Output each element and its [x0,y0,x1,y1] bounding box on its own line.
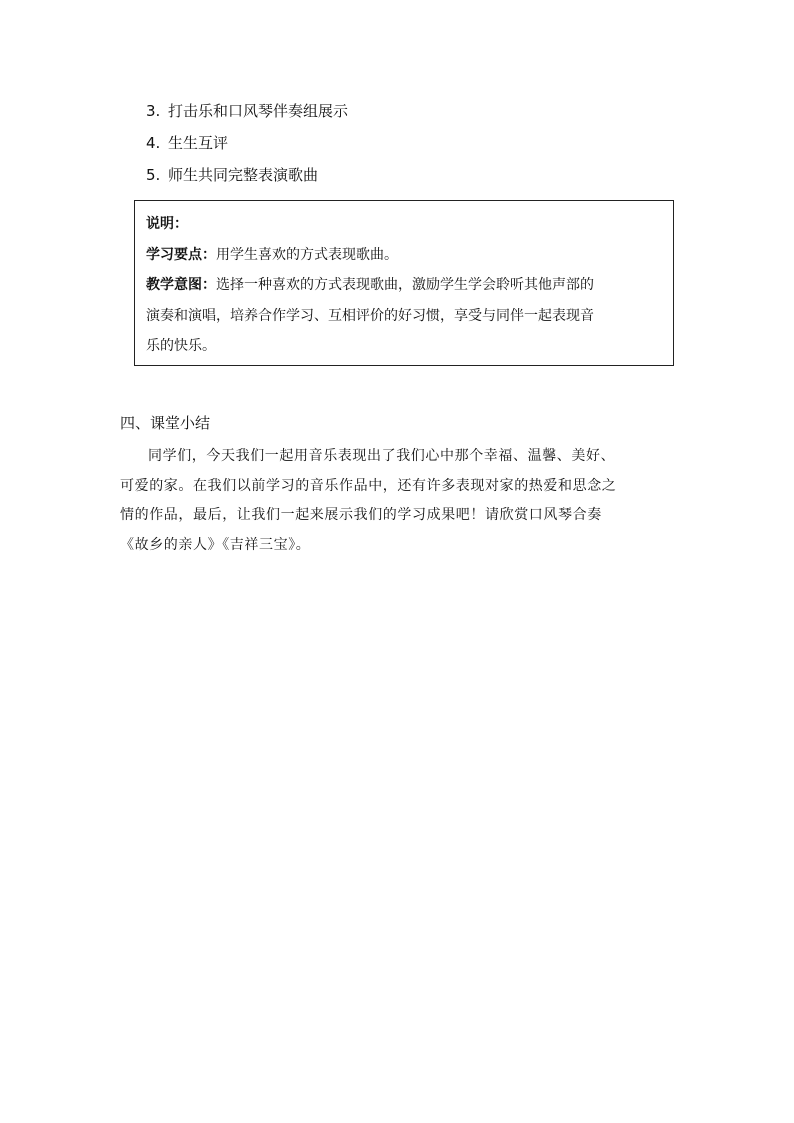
key-points-label: 学习要点： [146,246,216,263]
teaching-intent-label: 教学意图： [146,277,216,293]
section-title: 四、课堂小结 [120,414,211,432]
list-item [146,162,348,194]
key-points-paragraph [146,240,663,271]
step-number: 5. [146,166,161,184]
summary-line: 情的作品，最后，让我们一起来展示我们的学习成果吧！请欣赏口风琴合奏 [120,507,602,523]
step-number: 4. [146,134,161,152]
step-text: 师生共同完整表演歌曲 [168,166,319,184]
explanation-box [134,200,674,366]
teaching-intent-line: 乐的快乐。 [146,338,216,354]
list-item [146,98,348,130]
teaching-intent-line: 演奏和演唱，培养合作学习、互相评价的好习惯，享受与同伴一起表现音 [146,307,594,324]
activity-steps-list [146,98,348,194]
summary-line: 同学们，今天我们一起用音乐表现出了我们心中那个幸福、温馨、美好、 [148,448,616,464]
list-item [146,130,348,162]
teaching-intent-line: 选择一种喜欢的方式表现歌曲，激励学生学会聆听其他声部的 [216,277,594,293]
explanation-heading: 说明： [146,216,188,232]
step-text: 生生互评 [168,134,229,152]
summary-paragraph [120,442,668,560]
step-number: 3. [146,102,161,120]
teaching-intent-paragraph [146,270,663,362]
step-text: 打击乐和口风琴伴奏组展示 [168,102,349,120]
summary-line: 可爱的家。在我们以前学习的音乐作品中，还有许多表现对家的热爱和思念之 [120,477,617,494]
key-points-text: 用学生喜欢的方式表现歌曲。 [216,246,398,263]
summary-line: 《故乡的亲人》《吉祥三宝》。 [120,536,311,553]
